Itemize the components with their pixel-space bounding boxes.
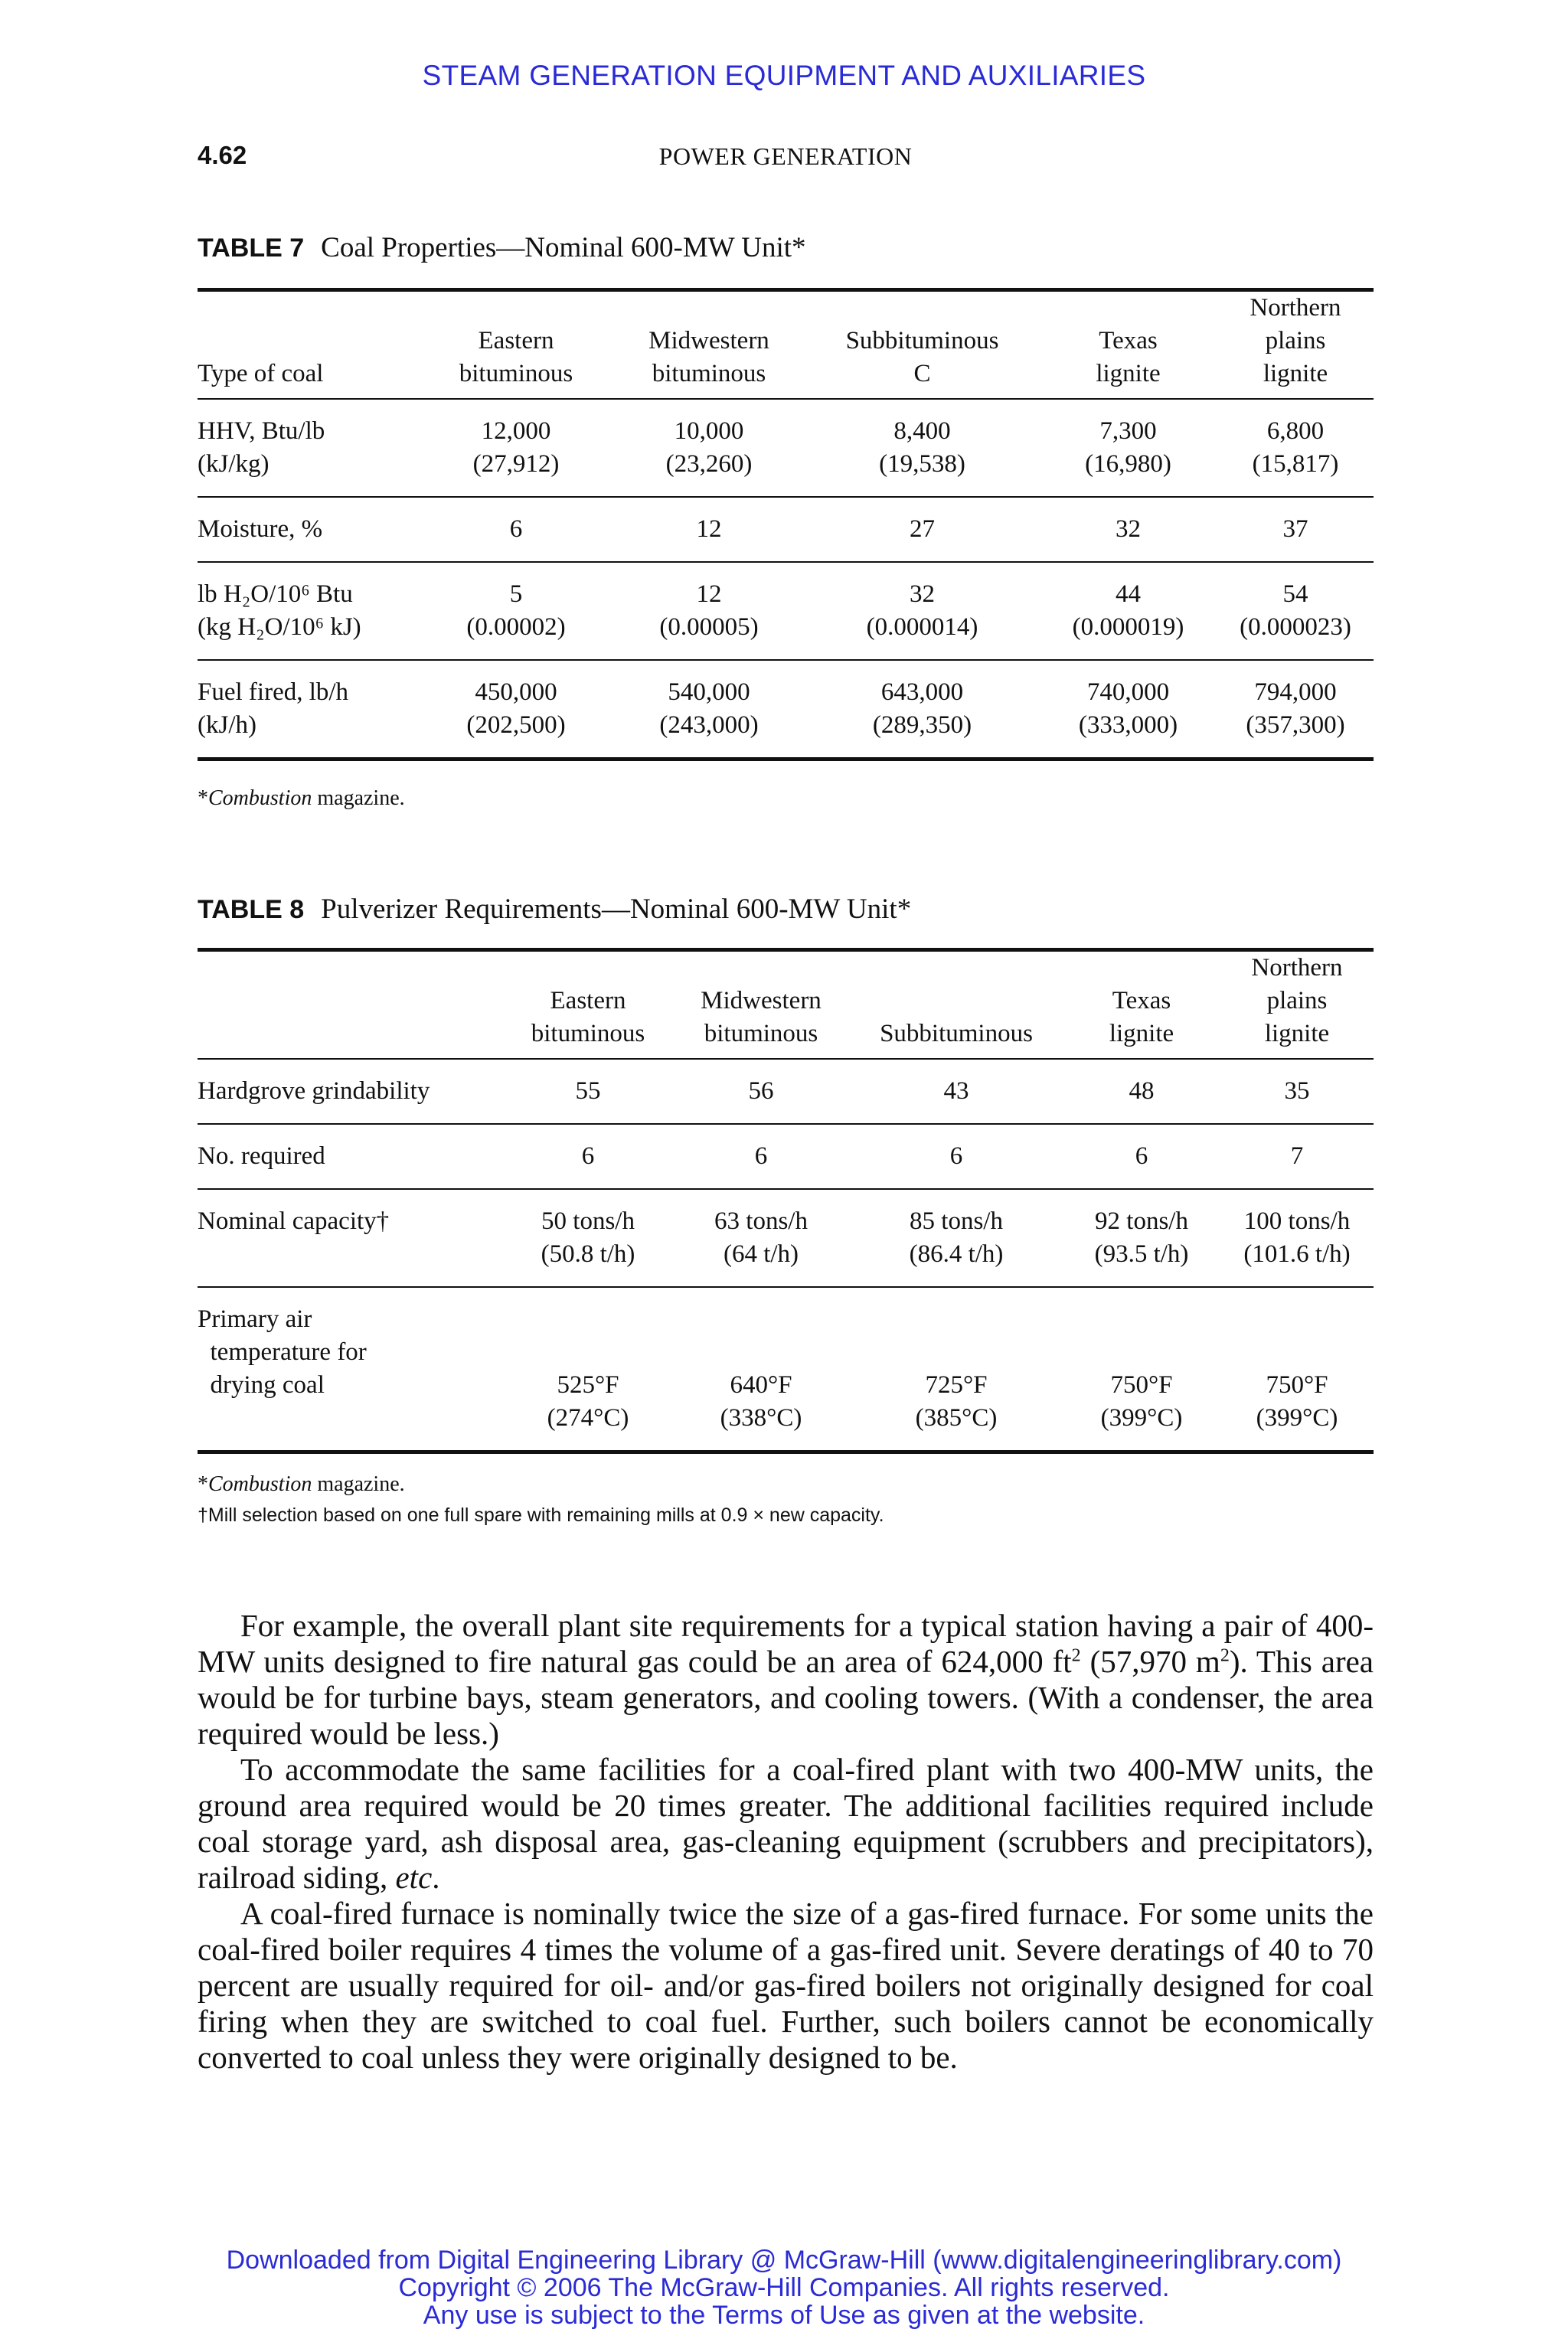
table8-column-header: Subbituminous xyxy=(880,1020,1033,1047)
paragraph-1: For example, the overall plant site requirements for a typical station having a pair of 400-MW units designed to fire natural gas could be an area of 624,000 $ft^2$ (57,970 $m^2$). This area would be for turbine bays, steam generators, and cooling towers. (With a condenser, the area required would be less.) xyxy=(198,1608,1374,1751)
table7-row-label: lb H₂O/10⁶ Btu (kg H₂O/10⁶ kJ) xyxy=(198,580,361,641)
table7-row xyxy=(198,660,1374,760)
table7-column-header: Midwestern bituminous xyxy=(648,327,769,387)
table8-cell: 6 xyxy=(1135,1142,1148,1170)
table8-cell: 85 tons/h (86.4 t/h) xyxy=(909,1207,1004,1268)
table8-body xyxy=(198,1059,1374,1452)
table7-column-header: Northern plains lignite xyxy=(1250,294,1341,387)
table8-caption xyxy=(198,893,911,926)
table8-cell: 63 tons/h (64 t/h) xyxy=(714,1207,808,1268)
table8-cell: 750°F (399°C) xyxy=(1100,1371,1183,1432)
table7-row xyxy=(198,497,1374,562)
table7-cell: 8,400 (19,538) xyxy=(879,417,965,478)
table7-cell: 37 xyxy=(1282,515,1308,543)
table7-cell: 5 (0.00002) xyxy=(466,580,566,641)
table7-cell: 32 (0.000014) xyxy=(866,580,978,641)
table8-row-label: No. required xyxy=(198,1142,325,1170)
table8-cell: 35 xyxy=(1284,1077,1310,1105)
table7-footnote: *Combustion magazine. xyxy=(198,786,405,810)
table7 xyxy=(198,288,1374,761)
table7-cell: 450,000 (202,500) xyxy=(466,678,566,739)
table8-title: Pulverizer Requirements—Nominal 600-MW Unit* xyxy=(321,893,912,925)
table8-column-header: Northern plains lignite xyxy=(1251,954,1343,1047)
table7-cell: 27 xyxy=(910,515,935,543)
table7-row-label: HHV, Btu/lb (kJ/kg) xyxy=(198,417,325,478)
table7-body xyxy=(198,399,1374,760)
table7-column-header: Subbituminous C xyxy=(845,327,999,387)
paragraph-2: To accommodate the same facilities for a coal-fired plant with two 400-MW units, the ground area required would be 20 times greater. The additional facilities required include coal storage yard, ash disposal area, gas-cleaning equipment (scrubbers and precipitators), railroad siding, etc. xyxy=(198,1752,1374,1895)
table8-cell: 750°F (399°C) xyxy=(1256,1371,1338,1432)
table8-cell: 525°F (274°C) xyxy=(547,1371,629,1432)
page-number: 4.62 xyxy=(198,141,247,169)
footer-line-3: Any use is subject to the Terms of Use as given at the website. xyxy=(423,2301,1145,2330)
table8-row-header xyxy=(198,950,504,1060)
table8-cell: 100 tons/h (101.6 t/h) xyxy=(1243,1207,1351,1268)
table8-cell: 640°F (338°C) xyxy=(720,1371,802,1432)
table7-cell: 6,800 (15,817) xyxy=(1252,417,1339,478)
table8-cell: 725°F (385°C) xyxy=(915,1371,998,1432)
table7-cell: 12,000 (27,912) xyxy=(472,417,560,478)
table7-number: TABLE 7 xyxy=(198,234,305,263)
table7-cell: 794,000 (357,300) xyxy=(1246,678,1345,739)
table8-column-header: Eastern bituminous xyxy=(531,987,645,1047)
table7-column-header: Texas lignite xyxy=(1096,327,1161,387)
table7-cell: 12 xyxy=(696,515,722,543)
table8-cell: 6 xyxy=(754,1142,768,1170)
table8 xyxy=(198,948,1374,1454)
table8-column-header: Midwestern bituminous xyxy=(701,987,822,1047)
table7-row-label: Fuel fired, lb/h (kJ/h) xyxy=(198,678,349,739)
table7-cell: 7,300 (16,980) xyxy=(1085,417,1171,478)
section-title: POWER GENERATION xyxy=(658,142,913,170)
table8-cell: 6 xyxy=(949,1142,963,1170)
table8-cell: 6 xyxy=(581,1142,595,1170)
table7-cell: 44 (0.000019) xyxy=(1072,580,1184,641)
table8-cell: 50 tons/h (50.8 t/h) xyxy=(541,1207,635,1268)
table8-row-label: Hardgrove grindability xyxy=(198,1077,430,1105)
table8-row xyxy=(198,1059,1374,1124)
table8-footnote: *Combustion magazine. xyxy=(198,1472,405,1496)
paragraph-3: A coal-fired furnace is nominally twice the size of a gas-fired furnace. For some units the coal-fired boiler requires 4 times the volume of a gas-fired unit. Severe deratings of 40 to 70 percent are usually required for oil- and/or gas-fired boilers not originally designed for coal firing when they are switched to coal fuel. Further, such boilers cannot be economically converted to coal unless they were originally designed to be. xyxy=(198,1896,1374,2075)
table7-row xyxy=(198,399,1374,497)
table8-cell: 56 xyxy=(748,1077,774,1105)
table7-cell: 6 xyxy=(509,515,523,543)
table8-cell: 92 tons/h (93.5 t/h) xyxy=(1094,1207,1189,1268)
table8-footnote-dagger: †Mill selection based on one full spare with remaining mills at 0.9 × new capacity. xyxy=(198,1504,884,1526)
running-head xyxy=(198,141,1374,175)
table7-row xyxy=(198,562,1374,660)
table8-row xyxy=(198,1287,1374,1452)
table7-title: Coal Properties—Nominal 600-MW Unit* xyxy=(321,232,806,263)
table8-cell: 43 xyxy=(943,1077,969,1105)
table7-row-header: Type of coal xyxy=(198,360,324,387)
footer-line-2: Copyright © 2006 The McGraw-Hill Companies. All rights reserved. xyxy=(398,2273,1170,2302)
table7-cell: 740,000 (333,000) xyxy=(1078,678,1178,739)
chapter-banner: STEAM GENERATION EQUIPMENT AND AUXILIARIES xyxy=(422,60,1146,91)
table7-cell: 54 (0.000023) xyxy=(1240,580,1351,641)
table8-row-label: Nominal capacity† xyxy=(198,1207,390,1235)
table8-row-label: Primary air temperature for drying coal xyxy=(198,1305,367,1399)
table7-cell: 540,000 (243,000) xyxy=(659,678,759,739)
table7-cell: 643,000 (289,350) xyxy=(872,678,972,739)
body-text xyxy=(198,1608,1374,2076)
table7-column-header: Eastern bituminous xyxy=(459,327,573,387)
table8-column-header: Texas lignite xyxy=(1109,987,1174,1047)
table8-header-row xyxy=(198,950,1374,1060)
footer-line-1: Downloaded from Digital Engineering Library @ McGraw-Hill (www.digitalengineeringlibrary.com) xyxy=(226,2246,1342,2275)
table8-number: TABLE 8 xyxy=(198,895,305,924)
table7-caption xyxy=(198,231,806,264)
table8-row xyxy=(198,1189,1374,1287)
table7-cell: 10,000 (23,260) xyxy=(665,417,753,478)
table8-cell: 48 xyxy=(1129,1077,1155,1105)
table7-header-row xyxy=(198,290,1374,400)
table8-cell: 7 xyxy=(1290,1142,1304,1170)
table7-cell: 32 xyxy=(1116,515,1141,543)
download-footer xyxy=(0,2246,1568,2329)
table8-cell: 55 xyxy=(575,1077,601,1105)
table8-row xyxy=(198,1124,1374,1189)
table7-cell: 12 (0.00005) xyxy=(659,580,759,641)
table7-row-label: Moisture, % xyxy=(198,515,323,543)
